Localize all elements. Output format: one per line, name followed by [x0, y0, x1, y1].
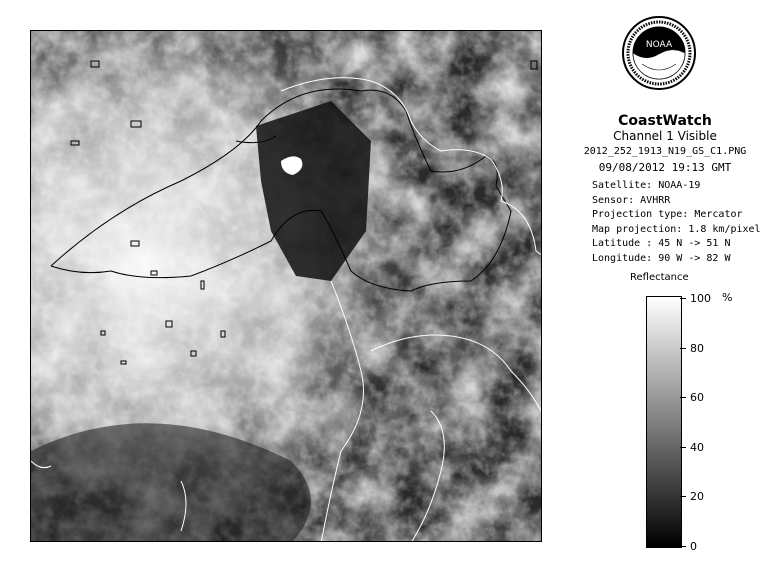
colorbar-tick [680, 496, 686, 497]
reflectance-colorbar [646, 296, 682, 548]
colorbar-tick [680, 546, 686, 547]
colorbar-tick [680, 298, 686, 299]
app-title: CoastWatch [618, 113, 712, 129]
colorbar-tick [680, 397, 686, 398]
colorbar-tick-label: 100 [690, 292, 711, 305]
colorbar-unit: % [722, 291, 733, 304]
colorbar-label: Reflectance [630, 272, 689, 283]
colorbar-tick-label: 0 [690, 540, 697, 553]
sensor-line: Sensor: AVHRR [592, 195, 671, 206]
svg-text:NOAA: NOAA [645, 40, 673, 50]
colorbar-tick-label: 80 [690, 341, 704, 355]
noaa-logo [620, 14, 698, 104]
colorbar-tick-label: 60 [690, 391, 704, 405]
channel-subtitle: Channel 1 Visible [613, 129, 717, 143]
satellite-image [30, 30, 542, 542]
projection-type-line: Projection type: Mercator [592, 209, 743, 220]
colorbar-tick [680, 447, 686, 448]
colorbar-tick-label: 40 [690, 440, 704, 454]
colorbar-tick [680, 348, 686, 349]
colorbar-tick-label: 20 [690, 490, 704, 504]
latitude-line: Latitude : 45 N -> 51 N [592, 238, 731, 249]
longitude-line: Longitude: 90 W -> 82 W [592, 253, 731, 264]
image-filename: 2012_252_1913_N19_GS_C1.PNG [583, 146, 747, 157]
image-datetime: 09/08/2012 19:13 GMT [598, 161, 732, 174]
satellite-line: Satellite: NOAA-19 [592, 180, 701, 191]
map-projection-line: Map projection: 1.8 km/pixel [592, 224, 761, 235]
